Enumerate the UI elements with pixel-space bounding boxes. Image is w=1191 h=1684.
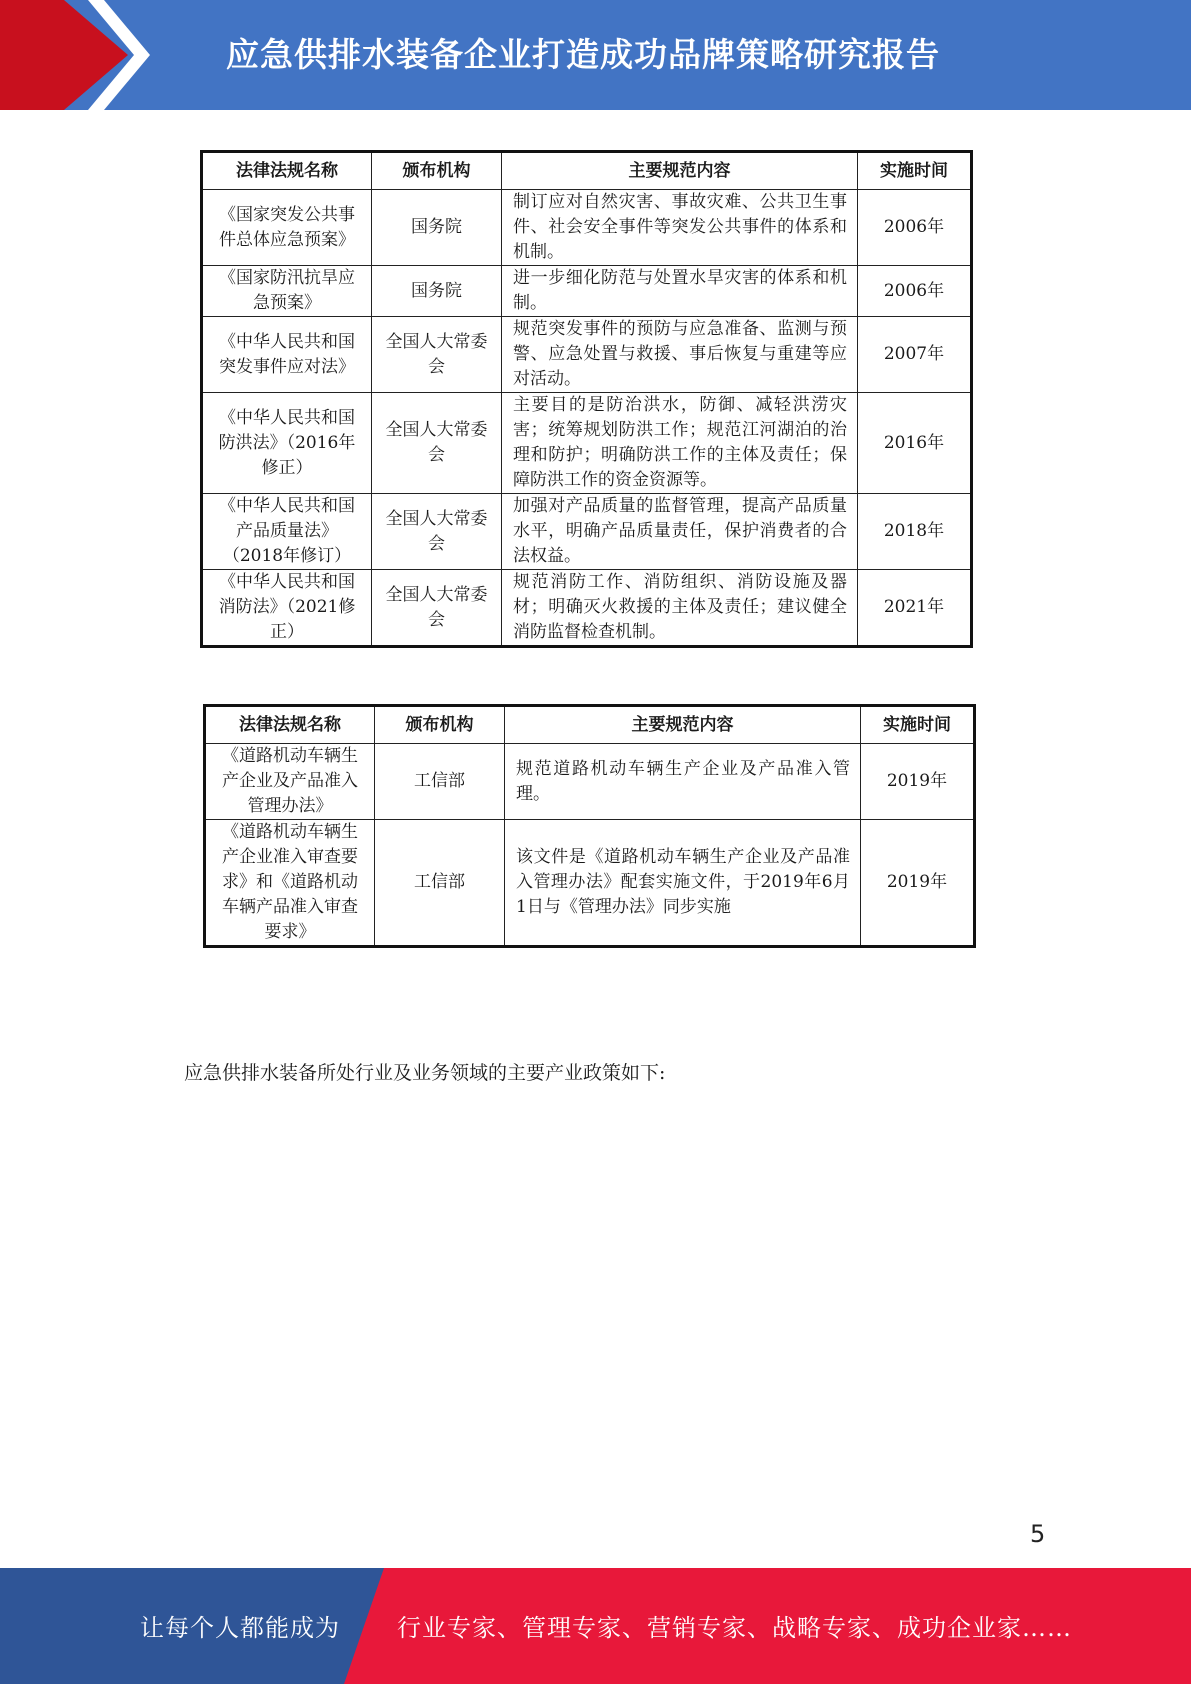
effective-date: 2006年 (858, 190, 972, 266)
column-header-name: 法律法规名称 (202, 152, 372, 190)
issuing-agency: 工信部 (375, 744, 505, 820)
regulation-content: 规范突发事件的预防与应急准备、监测与预警、应急处置与救援、事后恢复与重建等应对活动。 (502, 317, 858, 393)
page-header (0, 0, 1191, 110)
column-header-agency: 颁布机构 (375, 706, 505, 744)
issuing-agency: 国务院 (372, 266, 502, 317)
table-header-row (205, 706, 975, 744)
table-header-row (202, 152, 972, 190)
law-name: 《道路机动车辆生产企业准入审查要求》和《道路机动车辆产品准入审查要求》 (205, 820, 375, 947)
regulation-content: 规范消防工作、消防组织、消防设施及器材；明确灭火救援的主体及责任；建议健全消防监督检查机制。 (502, 570, 858, 647)
footer-slogan-right: 行业专家、管理专家、营销专家、战略专家、成功企业家…… (397, 1614, 1072, 1642)
regulation-content: 进一步细化防范与处置水旱灾害的体系和机制。 (502, 266, 858, 317)
issuing-agency: 全国人大常委会 (372, 570, 502, 647)
law-name: 《中华人民共和国产品质量法》（2018年修订） (202, 494, 372, 570)
effective-date: 2019年 (861, 820, 975, 947)
law-name: 《中华人民共和国防洪法》（2016年修正） (202, 393, 372, 494)
issuing-agency: 国务院 (372, 190, 502, 266)
regulation-content: 加强对产品质量的监督管理，提高产品质量水平，明确产品质量责任，保护消费者的合法权益。 (502, 494, 858, 570)
effective-date: 2019年 (861, 744, 975, 820)
issuing-agency: 全国人大常委会 (372, 393, 502, 494)
table-row (202, 317, 972, 393)
table-row (202, 266, 972, 317)
report-title: 应急供排水装备企业打造成功品牌策略研究报告 (226, 35, 940, 74)
footer-slogan-left: 让每个人都能成为 (140, 1614, 340, 1642)
table-row (202, 393, 972, 494)
effective-date: 2016年 (858, 393, 972, 494)
table-row (205, 820, 975, 947)
page-footer (0, 1568, 1191, 1684)
regulation-content: 规范道路机动车辆生产企业及产品准入管理。 (505, 744, 861, 820)
regulation-table-1 (200, 150, 973, 648)
regulation-content: 该文件是《道路机动车辆生产企业及产品准入管理办法》配套实施文件，于2019年6月1日与《管理办法》同步实施 (505, 820, 861, 947)
law-name: 《国家防汛抗旱应急预案》 (202, 266, 372, 317)
table-row (205, 744, 975, 820)
effective-date: 2021年 (858, 570, 972, 647)
law-name: 《中华人民共和国突发事件应对法》 (202, 317, 372, 393)
table-row (202, 570, 972, 647)
law-name: 《国家突发公共事件总体应急预案》 (202, 190, 372, 266)
issuing-agency: 全国人大常委会 (372, 317, 502, 393)
table-row (202, 190, 972, 266)
effective-date: 2007年 (858, 317, 972, 393)
column-header-date: 实施时间 (858, 152, 972, 190)
regulation-table-2 (203, 704, 976, 948)
industry-policy-intro: 应急供排水装备所处行业及业务领域的主要产业政策如下: (184, 1062, 666, 1084)
effective-date: 2006年 (858, 266, 972, 317)
column-header-date: 实施时间 (861, 706, 975, 744)
law-name: 《道路机动车辆生产企业及产品准入管理办法》 (205, 744, 375, 820)
issuing-agency: 工信部 (375, 820, 505, 947)
law-name: 《中华人民共和国消防法》（2021修正） (202, 570, 372, 647)
column-header-name: 法律法规名称 (205, 706, 375, 744)
page-number: 5 (1030, 1520, 1046, 1548)
table-row (202, 494, 972, 570)
column-header-agency: 颁布机构 (372, 152, 502, 190)
column-header-content: 主要规范内容 (505, 706, 861, 744)
column-header-content: 主要规范内容 (502, 152, 858, 190)
regulation-content: 制订应对自然灾害、事故灾难、公共卫生事件、社会安全事件等突发公共事件的体系和机制。 (502, 190, 858, 266)
issuing-agency: 全国人大常委会 (372, 494, 502, 570)
effective-date: 2018年 (858, 494, 972, 570)
regulation-content: 主要目的是防治洪水，防御、减轻洪涝灾害；统筹规划防洪工作；规范江河湖泊的治理和防护；明确防洪工作的主体及责任；保障防洪工作的资金资源等。 (502, 393, 858, 494)
